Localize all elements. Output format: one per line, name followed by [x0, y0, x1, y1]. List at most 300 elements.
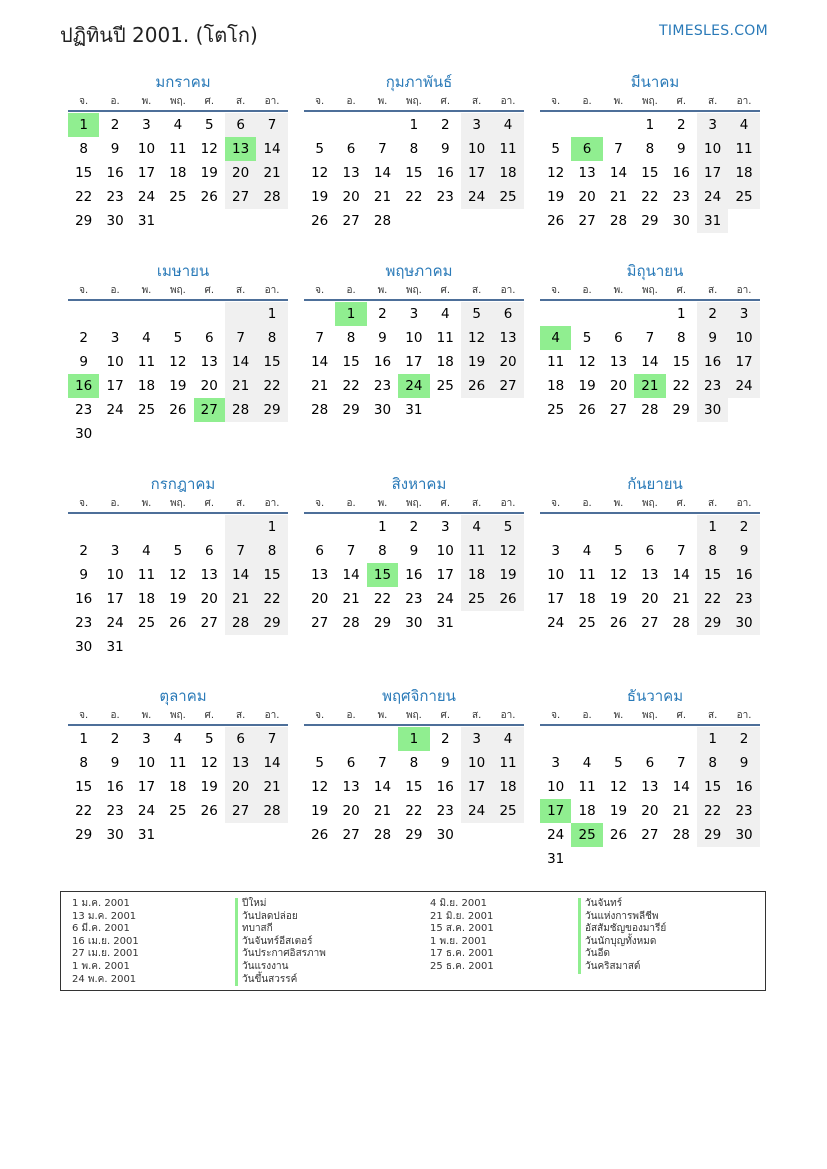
day-cell[interactable]: 21	[672, 803, 690, 819]
day-cell[interactable]: 20	[200, 591, 218, 607]
day-cell[interactable]: 25	[571, 823, 602, 847]
day-cell[interactable]: 22	[405, 189, 423, 205]
day-cell[interactable]: 6	[225, 727, 256, 751]
day-cell[interactable]: 15	[256, 350, 287, 374]
day-cell[interactable]: 28	[311, 402, 329, 418]
day-cell[interactable]: 27	[200, 615, 218, 631]
day-cell[interactable]: 8	[645, 141, 655, 157]
day-cell[interactable]: 3	[551, 543, 560, 559]
day-cell[interactable]: 13	[609, 354, 628, 370]
day-cell[interactable]: 31	[106, 639, 124, 655]
day-cell[interactable]: 13	[200, 354, 218, 370]
day-cell[interactable]: 7	[614, 141, 623, 157]
day-cell[interactable]: 27	[641, 615, 659, 631]
day-cell[interactable]: 25	[728, 185, 759, 209]
day-cell[interactable]: 25	[137, 402, 156, 418]
day-cell[interactable]: 4	[582, 755, 592, 771]
day-cell[interactable]: 14	[373, 779, 392, 795]
day-cell[interactable]: 17	[461, 775, 492, 799]
day-cell[interactable]: 9	[440, 755, 450, 771]
day-cell[interactable]: 25	[436, 378, 454, 394]
day-cell[interactable]: 19	[169, 591, 187, 607]
day-cell[interactable]: 21	[256, 161, 287, 185]
day-cell[interactable]: 15	[405, 779, 423, 795]
day-cell[interactable]: 13	[492, 326, 523, 350]
day-cell[interactable]: 6	[571, 137, 602, 161]
day-cell[interactable]: 3	[110, 543, 120, 559]
day-cell[interactable]: 7	[645, 330, 655, 346]
day-cell[interactable]: 11	[578, 567, 596, 583]
day-cell[interactable]: 25	[169, 189, 187, 205]
day-cell[interactable]: 2	[378, 306, 387, 322]
day-cell[interactable]: 23	[436, 189, 454, 205]
day-cell[interactable]: 14	[672, 779, 690, 795]
day-cell[interactable]: 18	[436, 354, 454, 370]
day-cell[interactable]: 21	[225, 587, 256, 611]
day-cell[interactable]: 24	[436, 591, 454, 607]
day-cell[interactable]: 29	[256, 611, 287, 635]
day-cell[interactable]: 3	[142, 117, 151, 133]
day-cell[interactable]: 12	[492, 539, 523, 563]
day-cell[interactable]: 31	[436, 615, 454, 631]
day-cell[interactable]: 9	[728, 751, 759, 775]
day-cell[interactable]: 12	[169, 567, 187, 583]
day-cell[interactable]: 9	[79, 354, 88, 370]
day-cell[interactable]: 15	[256, 563, 287, 587]
day-cell[interactable]: 5	[173, 330, 183, 346]
day-cell[interactable]: 13	[225, 751, 256, 775]
day-cell[interactable]: 12	[169, 354, 187, 370]
day-cell[interactable]: 25	[461, 587, 492, 611]
day-cell[interactable]: 16	[672, 165, 690, 181]
day-cell[interactable]: 14	[342, 567, 360, 583]
day-cell[interactable]: 5	[582, 330, 592, 346]
day-cell[interactable]: 29	[256, 398, 287, 422]
day-cell[interactable]: 5	[614, 755, 623, 771]
day-cell[interactable]: 11	[547, 354, 565, 370]
day-cell[interactable]: 11	[492, 751, 523, 775]
day-cell[interactable]: 25	[169, 803, 187, 819]
day-cell[interactable]: 19	[492, 563, 523, 587]
day-cell[interactable]: 28	[609, 213, 628, 229]
day-cell[interactable]: 9	[110, 141, 120, 157]
day-cell[interactable]: 1	[697, 515, 728, 539]
day-cell[interactable]: 12	[200, 141, 218, 157]
day-cell[interactable]: 13	[225, 137, 256, 161]
day-cell[interactable]: 7	[315, 330, 324, 346]
day-cell[interactable]: 10	[547, 567, 565, 583]
day-cell[interactable]: 13	[641, 779, 659, 795]
day-cell[interactable]: 10	[405, 330, 423, 346]
day-cell[interactable]: 26	[578, 402, 596, 418]
day-cell[interactable]: 3	[440, 519, 450, 535]
day-cell[interactable]: 14	[311, 354, 329, 370]
day-cell[interactable]: 13	[578, 165, 596, 181]
day-cell[interactable]: 1	[256, 515, 287, 539]
day-cell[interactable]: 29	[405, 827, 423, 843]
day-cell[interactable]: 28	[256, 185, 287, 209]
day-cell[interactable]: 19	[169, 378, 187, 394]
day-cell[interactable]: 16	[373, 354, 392, 370]
day-cell[interactable]: 7	[225, 539, 256, 563]
day-cell[interactable]: 1	[79, 731, 88, 747]
day-cell[interactable]: 18	[492, 775, 523, 799]
day-cell[interactable]: 20	[200, 378, 218, 394]
day-cell[interactable]: 24	[547, 827, 565, 843]
day-cell[interactable]: 29	[672, 402, 690, 418]
day-cell[interactable]: 28	[225, 398, 256, 422]
day-cell[interactable]: 16	[436, 165, 454, 181]
day-cell[interactable]: 21	[634, 374, 665, 398]
day-cell[interactable]: 29	[697, 611, 728, 635]
day-cell[interactable]: 16	[68, 374, 99, 398]
day-cell[interactable]: 14	[256, 137, 287, 161]
day-cell[interactable]: 24	[461, 799, 492, 823]
day-cell[interactable]: 18	[578, 591, 596, 607]
day-cell[interactable]: 20	[311, 591, 329, 607]
day-cell[interactable]: 2	[697, 302, 728, 326]
day-cell[interactable]: 15	[342, 354, 360, 370]
day-cell[interactable]: 13	[641, 567, 659, 583]
day-cell[interactable]: 1	[697, 727, 728, 751]
day-cell[interactable]: 22	[672, 378, 690, 394]
day-cell[interactable]: 15	[367, 563, 398, 587]
day-cell[interactable]: 29	[697, 823, 728, 847]
day-cell[interactable]: 26	[311, 213, 329, 229]
day-cell[interactable]: 18	[461, 563, 492, 587]
day-cell[interactable]: 28	[342, 615, 360, 631]
day-cell[interactable]: 8	[697, 751, 728, 775]
day-cell[interactable]: 5	[614, 543, 623, 559]
day-cell[interactable]: 10	[106, 354, 124, 370]
day-cell[interactable]: 31	[405, 402, 423, 418]
day-cell[interactable]: 12	[609, 779, 628, 795]
day-cell[interactable]: 17	[106, 591, 124, 607]
day-cell[interactable]: 17	[137, 779, 156, 795]
day-cell[interactable]: 13	[200, 567, 218, 583]
day-cell[interactable]: 27	[342, 213, 360, 229]
day-cell[interactable]: 1	[409, 117, 419, 133]
day-cell[interactable]: 6	[492, 302, 523, 326]
day-cell[interactable]: 6	[204, 543, 214, 559]
day-cell[interactable]: 4	[142, 330, 151, 346]
day-cell[interactable]: 25	[578, 615, 596, 631]
day-cell[interactable]: 1	[645, 117, 655, 133]
day-cell[interactable]: 12	[578, 354, 596, 370]
day-cell[interactable]: 11	[436, 330, 454, 346]
day-cell[interactable]: 9	[409, 543, 419, 559]
day-cell[interactable]: 9	[110, 755, 120, 771]
day-cell[interactable]: 6	[645, 755, 655, 771]
day-cell[interactable]: 4	[492, 113, 523, 137]
day-cell[interactable]: 26	[200, 189, 218, 205]
day-cell[interactable]: 18	[169, 165, 187, 181]
day-cell[interactable]: 20	[641, 803, 659, 819]
day-cell[interactable]: 13	[311, 567, 329, 583]
day-cell[interactable]: 4	[461, 515, 492, 539]
day-cell[interactable]: 18	[547, 378, 565, 394]
day-cell[interactable]: 12	[461, 326, 492, 350]
day-cell[interactable]: 23	[106, 189, 124, 205]
day-cell[interactable]: 5	[461, 302, 492, 326]
day-cell[interactable]: 28	[373, 213, 392, 229]
day-cell[interactable]: 11	[492, 137, 523, 161]
day-cell[interactable]: 22	[641, 189, 659, 205]
day-cell[interactable]: 17	[106, 378, 124, 394]
day-cell[interactable]: 2	[440, 731, 450, 747]
day-cell[interactable]: 2	[79, 330, 88, 346]
day-cell[interactable]: 1	[335, 302, 366, 326]
day-cell[interactable]: 14	[609, 165, 628, 181]
day-cell[interactable]: 7	[346, 543, 356, 559]
day-cell[interactable]: 8	[79, 755, 88, 771]
day-cell[interactable]: 14	[641, 354, 659, 370]
day-cell[interactable]: 26	[169, 615, 187, 631]
day-cell[interactable]: 6	[346, 755, 356, 771]
day-cell[interactable]: 20	[225, 775, 256, 799]
day-cell[interactable]: 22	[697, 799, 728, 823]
day-cell[interactable]: 24	[547, 615, 565, 631]
day-cell[interactable]: 15	[75, 165, 93, 181]
day-cell[interactable]: 31	[137, 213, 156, 229]
day-cell[interactable]: 20	[342, 189, 360, 205]
day-cell[interactable]: 10	[137, 755, 156, 771]
day-cell[interactable]: 29	[75, 213, 93, 229]
day-cell[interactable]: 19	[200, 779, 218, 795]
day-cell[interactable]: 10	[461, 751, 492, 775]
day-cell[interactable]: 16	[405, 567, 423, 583]
day-cell[interactable]: 24	[137, 189, 156, 205]
day-cell[interactable]: 16	[106, 779, 124, 795]
day-cell[interactable]: 9	[697, 326, 728, 350]
day-cell[interactable]: 18	[137, 378, 156, 394]
day-cell[interactable]: 19	[547, 189, 565, 205]
day-cell[interactable]: 8	[378, 543, 387, 559]
day-cell[interactable]: 29	[342, 402, 360, 418]
day-cell[interactable]: 19	[578, 378, 596, 394]
day-cell[interactable]: 23	[106, 803, 124, 819]
day-cell[interactable]: 30	[672, 213, 690, 229]
day-cell[interactable]: 12	[200, 755, 218, 771]
day-cell[interactable]: 23	[436, 803, 454, 819]
day-cell[interactable]: 21	[311, 378, 329, 394]
day-cell[interactable]: 2	[728, 727, 759, 751]
day-cell[interactable]: 5	[204, 117, 214, 133]
day-cell[interactable]: 13	[342, 779, 360, 795]
day-cell[interactable]: 21	[609, 189, 628, 205]
day-cell[interactable]: 27	[609, 402, 628, 418]
day-cell[interactable]: 31	[137, 827, 156, 843]
day-cell[interactable]: 6	[315, 543, 324, 559]
day-cell[interactable]: 26	[461, 374, 492, 398]
day-cell[interactable]: 11	[728, 137, 759, 161]
day-cell[interactable]: 24	[728, 374, 759, 398]
day-cell[interactable]: 14	[225, 563, 256, 587]
day-cell[interactable]: 24	[461, 185, 492, 209]
day-cell[interactable]: 24	[106, 402, 124, 418]
day-cell[interactable]: 20	[492, 350, 523, 374]
day-cell[interactable]: 24	[697, 185, 728, 209]
day-cell[interactable]: 2	[79, 543, 88, 559]
day-cell[interactable]: 15	[697, 775, 728, 799]
day-cell[interactable]: 20	[641, 591, 659, 607]
day-cell[interactable]: 10	[547, 779, 565, 795]
day-cell[interactable]: 25	[547, 402, 565, 418]
day-cell[interactable]: 30	[436, 827, 454, 843]
day-cell[interactable]: 5	[492, 515, 523, 539]
day-cell[interactable]: 27	[194, 398, 225, 422]
day-cell[interactable]: 23	[75, 615, 93, 631]
day-cell[interactable]: 8	[409, 141, 419, 157]
day-cell[interactable]: 12	[311, 779, 329, 795]
day-cell[interactable]: 11	[137, 567, 156, 583]
day-cell[interactable]: 16	[75, 591, 93, 607]
day-cell[interactable]: 7	[256, 727, 287, 751]
day-cell[interactable]: 7	[378, 141, 387, 157]
day-cell[interactable]: 22	[342, 378, 360, 394]
day-cell[interactable]: 3	[728, 302, 759, 326]
day-cell[interactable]: 9	[79, 567, 88, 583]
day-cell[interactable]: 31	[547, 851, 565, 867]
day-cell[interactable]: 22	[256, 587, 287, 611]
day-cell[interactable]: 2	[676, 117, 686, 133]
day-cell[interactable]: 29	[373, 615, 392, 631]
day-cell[interactable]: 8	[256, 326, 287, 350]
day-cell[interactable]: 17	[461, 161, 492, 185]
day-cell[interactable]: 30	[75, 639, 93, 655]
day-cell[interactable]: 27	[311, 615, 329, 631]
day-cell[interactable]: 6	[346, 141, 356, 157]
day-cell[interactable]: 19	[609, 803, 628, 819]
day-cell[interactable]: 21	[672, 591, 690, 607]
day-cell[interactable]: 28	[641, 402, 659, 418]
day-cell[interactable]: 31	[697, 209, 728, 233]
day-cell[interactable]: 26	[609, 827, 628, 843]
day-cell[interactable]: 17	[728, 350, 759, 374]
day-cell[interactable]: 7	[225, 326, 256, 350]
day-cell[interactable]: 17	[697, 161, 728, 185]
day-cell[interactable]: 8	[346, 330, 356, 346]
day-cell[interactable]: 9	[728, 539, 759, 563]
day-cell[interactable]: 16	[697, 350, 728, 374]
day-cell[interactable]: 11	[461, 539, 492, 563]
day-cell[interactable]: 22	[373, 591, 392, 607]
day-cell[interactable]: 12	[547, 165, 565, 181]
day-cell[interactable]: 27	[342, 827, 360, 843]
day-cell[interactable]: 26	[609, 615, 628, 631]
day-cell[interactable]: 7	[676, 755, 686, 771]
day-cell[interactable]: 1	[256, 302, 287, 326]
day-cell[interactable]: 6	[225, 113, 256, 137]
day-cell[interactable]: 27	[578, 213, 596, 229]
day-cell[interactable]: 6	[645, 543, 655, 559]
day-cell[interactable]: 8	[676, 330, 686, 346]
day-cell[interactable]: 26	[311, 827, 329, 843]
day-cell[interactable]: 9	[676, 141, 686, 157]
day-cell[interactable]: 18	[578, 803, 596, 819]
day-cell[interactable]: 21	[342, 591, 360, 607]
day-cell[interactable]: 18	[728, 161, 759, 185]
day-cell[interactable]: 16	[728, 775, 759, 799]
day-cell[interactable]: 8	[79, 141, 88, 157]
day-cell[interactable]: 10	[461, 137, 492, 161]
day-cell[interactable]: 5	[173, 543, 183, 559]
day-cell[interactable]: 7	[256, 113, 287, 137]
day-cell[interactable]: 29	[641, 213, 659, 229]
day-cell[interactable]: 5	[315, 755, 324, 771]
day-cell[interactable]: 4	[173, 731, 183, 747]
day-cell[interactable]: 5	[204, 731, 214, 747]
day-cell[interactable]: 2	[409, 519, 419, 535]
day-cell[interactable]: 3	[110, 330, 120, 346]
day-cell[interactable]: 2	[440, 117, 450, 133]
day-cell[interactable]: 26	[547, 213, 565, 229]
day-cell[interactable]: 3	[551, 755, 560, 771]
day-cell[interactable]: 30	[106, 213, 124, 229]
day-cell[interactable]: 18	[492, 161, 523, 185]
day-cell[interactable]: 7	[676, 543, 686, 559]
day-cell[interactable]: 26	[169, 402, 187, 418]
day-cell[interactable]: 22	[405, 803, 423, 819]
day-cell[interactable]: 9	[440, 141, 450, 157]
day-cell[interactable]: 15	[697, 563, 728, 587]
day-cell[interactable]: 2	[110, 117, 120, 133]
day-cell[interactable]: 19	[461, 350, 492, 374]
day-cell[interactable]: 25	[492, 799, 523, 823]
day-cell[interactable]: 4	[440, 306, 450, 322]
day-cell[interactable]: 28	[373, 827, 392, 843]
day-cell[interactable]: 27	[492, 374, 523, 398]
day-cell[interactable]: 10	[137, 141, 156, 157]
day-cell[interactable]: 14	[373, 165, 392, 181]
day-cell[interactable]: 22	[75, 189, 93, 205]
day-cell[interactable]: 3	[461, 113, 492, 137]
day-cell[interactable]: 13	[342, 165, 360, 181]
day-cell[interactable]: 24	[106, 615, 124, 631]
day-cell[interactable]: 12	[311, 165, 329, 181]
site-link[interactable]: TIMESLES.COM	[659, 23, 768, 39]
day-cell[interactable]: 23	[728, 587, 759, 611]
day-cell[interactable]: 16	[728, 563, 759, 587]
day-cell[interactable]: 30	[405, 615, 423, 631]
day-cell[interactable]: 25	[492, 185, 523, 209]
day-cell[interactable]: 15	[641, 165, 659, 181]
day-cell[interactable]: 20	[578, 189, 596, 205]
day-cell[interactable]: 1	[68, 113, 99, 137]
day-cell[interactable]: 12	[609, 567, 628, 583]
day-cell[interactable]: 4	[142, 543, 151, 559]
day-cell[interactable]: 3	[409, 306, 419, 322]
day-cell[interactable]: 24	[398, 374, 429, 398]
day-cell[interactable]: 22	[75, 803, 93, 819]
day-cell[interactable]: 11	[137, 354, 156, 370]
day-cell[interactable]: 8	[697, 539, 728, 563]
day-cell[interactable]: 2	[728, 515, 759, 539]
day-cell[interactable]: 1	[378, 519, 387, 535]
day-cell[interactable]: 28	[225, 611, 256, 635]
day-cell[interactable]: 24	[137, 803, 156, 819]
day-cell[interactable]: 8	[409, 755, 419, 771]
day-cell[interactable]: 30	[697, 398, 728, 422]
day-cell[interactable]: 3	[461, 727, 492, 751]
day-cell[interactable]: 17	[547, 591, 565, 607]
day-cell[interactable]: 30	[728, 823, 759, 847]
day-cell[interactable]: 21	[256, 775, 287, 799]
day-cell[interactable]: 14	[672, 567, 690, 583]
day-cell[interactable]: 16	[106, 165, 124, 181]
day-cell[interactable]: 19	[609, 591, 628, 607]
day-cell[interactable]: 7	[378, 755, 387, 771]
